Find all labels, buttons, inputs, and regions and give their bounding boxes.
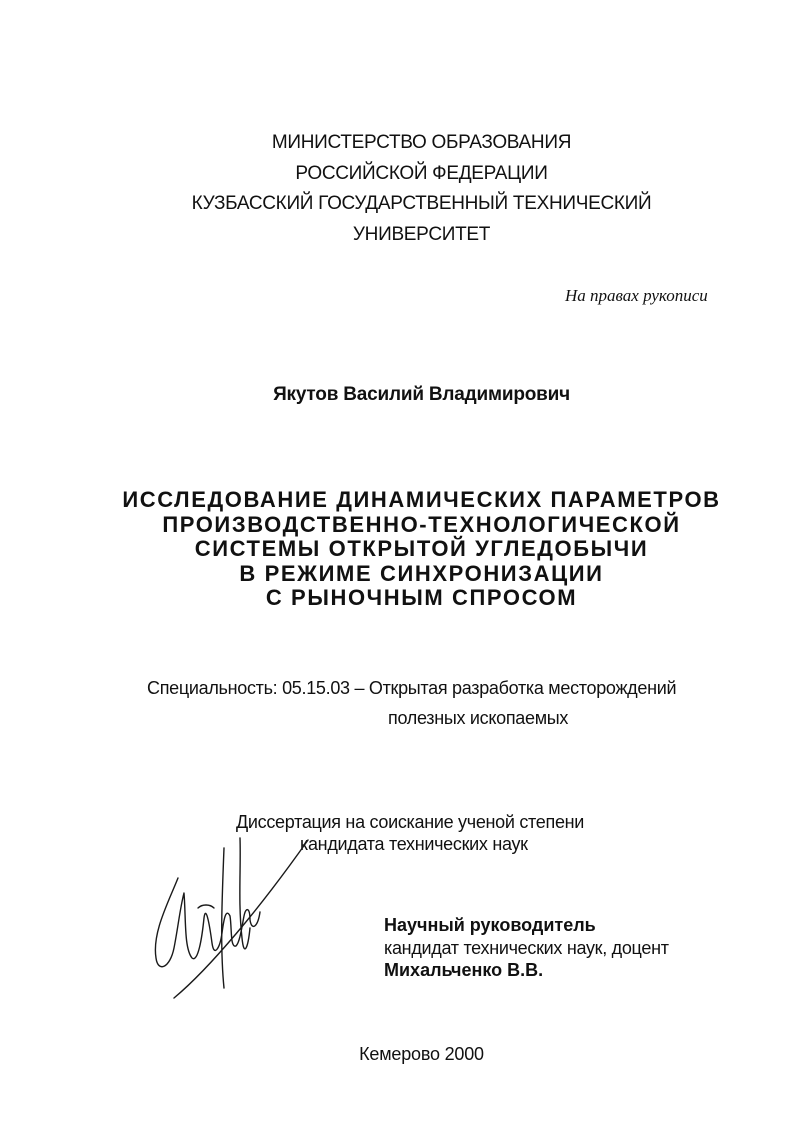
author-name: Якутов Василий Владимирович <box>273 384 570 405</box>
specialty-line-1: Специальность: 05.15.03 – Открытая разработка месторождений <box>147 678 677 698</box>
ministry-header <box>0 128 793 250</box>
supervisor-role: Научный руководитель <box>384 915 596 935</box>
title-line: С РЫНОЧНЫМ СПРОСОМ <box>265 585 578 610</box>
ministry-line: УНИВЕРСИТЕТ <box>352 223 491 245</box>
title-line: ИССЛЕДОВАНИЕ ДИНАМИЧЕСКИХ ПАРАМЕТРОВ <box>122 487 721 512</box>
city-year: Кемерово 2000 <box>359 1044 484 1064</box>
ministry-line: МИНИСТЕРСТВО ОБРАЗОВАНИЯ <box>271 132 572 153</box>
title-line: СИСТЕМЫ ОТКРЫТОЙ УГЛЕДОБЫЧИ <box>194 536 649 561</box>
dissertation-degree-line-2: кандидата технических наук <box>300 834 528 854</box>
specialty-line-2: полезных ископаемых <box>388 708 569 728</box>
title-line: В РЕЖИМЕ СИНХРОНИЗАЦИИ <box>239 560 604 586</box>
ministry-line: РОССИЙСКОЙ ФЕДЕРАЦИИ <box>295 162 548 184</box>
title-line: ПРОИЗВОДСТВЕННО-ТЕХНОЛОГИЧЕСКОЙ <box>162 511 681 537</box>
manuscript-note: На правах рукописи <box>565 286 708 305</box>
handwritten-signature <box>140 808 310 1008</box>
supervisor-degree: кандидат технических наук, доцент <box>384 938 669 958</box>
supervisor-name: Михальченко В.В. <box>384 960 544 980</box>
dissertation-title <box>0 488 793 611</box>
ministry-line: КУЗБАССКИЙ ГОСУДАРСТВЕННЫЙ ТЕХНИЧЕСКИЙ <box>191 193 652 214</box>
dissertation-degree-line-1: Диссертация на соискание ученой степени <box>236 812 585 832</box>
